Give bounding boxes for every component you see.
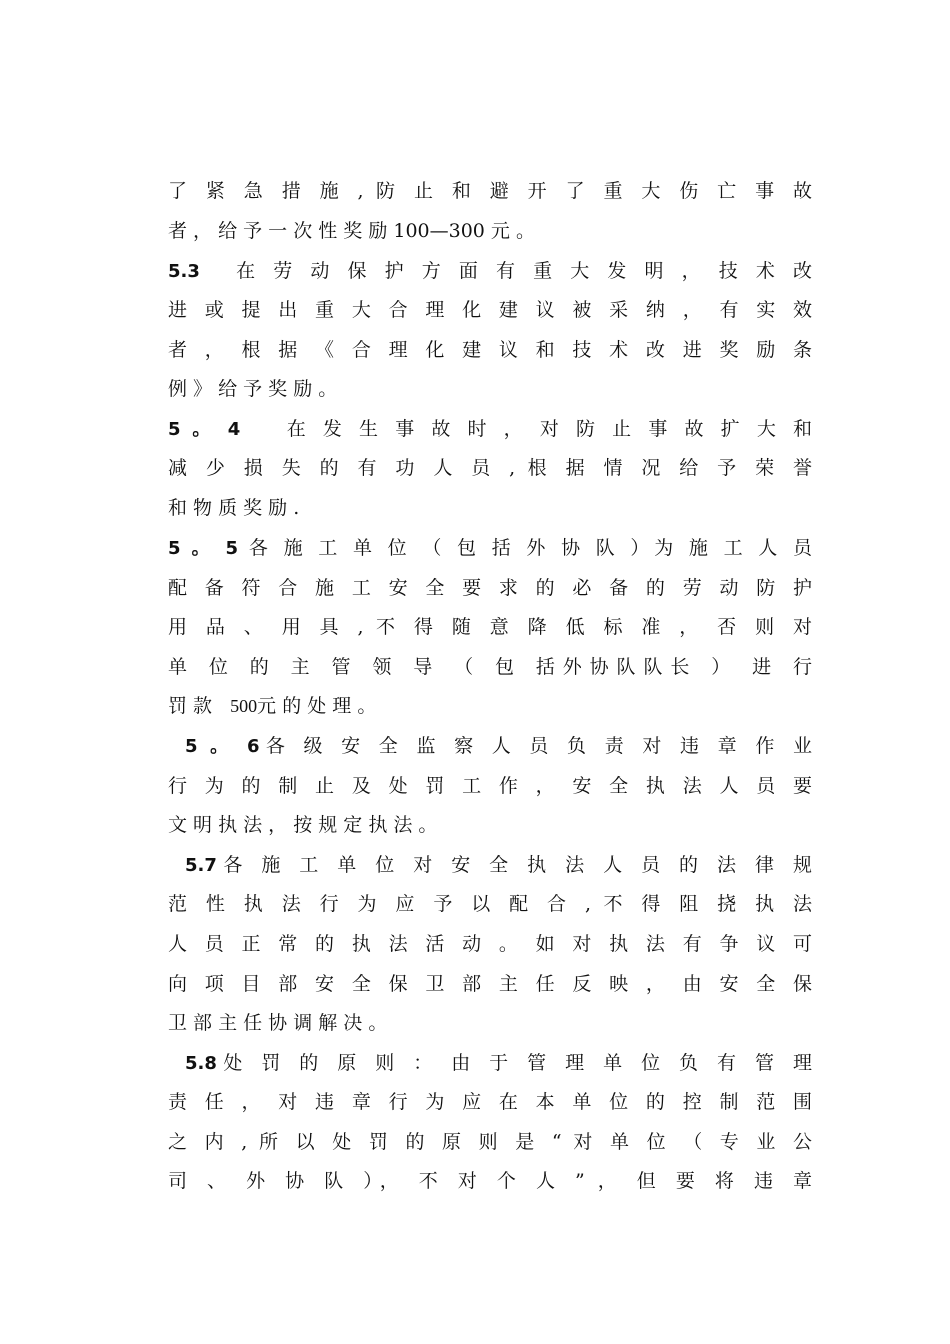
text-line [168, 691, 812, 721]
text-line: 减 少 损 失 的 有 功 人 员 , 根 据 情 况 给 予 荣 誉 [168, 457, 812, 479]
paragraph-5-8-line [185, 1048, 812, 1078]
text-line: 责 任 ， 对 违 章 行 为 应 在 本 单 位 的 控 制 范 围 [168, 1091, 812, 1113]
text-span: 在 发 生 事 故 时 ， 对 防 止 事 故 扩 大 和 [286, 418, 812, 440]
text-line: 单 位 的 主 管 领 导 （ 包 括外协队队长 ） 进 行 [168, 656, 812, 678]
text-line: 司 、 外 协 队 ）， 不 对 个 人 ” ， 但 要 将 违 章 [168, 1170, 812, 1192]
text-line: 文 明 执 法 ， 按 规 定 执 法 。 [168, 814, 438, 836]
section-number: 5 。 5 [168, 538, 239, 559]
text-line: 和 物 质 奖 励 . [168, 497, 300, 519]
text-line: 配 备 符 合 施 工 安 全 要 求 的 必 备 的 劳 动 防 护 [168, 577, 812, 599]
text-line: 向 项 目 部 安 全 保 卫 部 主 任 反 映 ， 由 安 全 保 [168, 973, 812, 995]
text-span: 罚 款 [168, 695, 213, 717]
text-line: 者 ， 根 据 《 合 理 化 建 议 和 技 术 改 进 奖 励 条 [168, 339, 812, 361]
section-number: 5.7 [185, 855, 217, 876]
text-span: 各 施 工 单 位 （ 包 括 外 协 队 ）为 施 工 人 员 [248, 537, 812, 559]
text-span: 处 罚 的 原 则 ： 由 于 管 理 单 位 负 有 管 理 [216, 1052, 812, 1074]
text-line: 了 紧 急 措 施 , 防 止 和 避 开 了 重 大 伤 亡 事 故 [168, 180, 812, 202]
section-number: 5.3 [168, 261, 200, 282]
text-line: 进 或 提 出 重 大 合 理 化 建 议 被 采 纳 ， 有 实 效 [168, 299, 812, 321]
text-line: 人 员 正 常 的 执 法 活 动 。 如 对 执 法 有 争 议 可 [168, 933, 812, 955]
section-number: 5 。 6 [185, 736, 260, 757]
paragraph-5-7-line [185, 850, 812, 880]
text-line: 例 》 给 予 奖 励 。 [168, 378, 338, 400]
text-span: 各 级 安 全 监 察 人 员 负 责 对 违 章 作 业 [259, 735, 812, 757]
text-line: 之 内 , 所 以 处 罚 的 原 则 是 “ 对 单 位 （ 专 业 公 [168, 1131, 812, 1153]
paragraph-5-3-line [168, 256, 812, 286]
text-line: 用 品 、 用 具 , 不 得 随 意 降 低 标 准 ， 否 则 对 [168, 616, 812, 638]
text-span: 元 的 处 理 。 [257, 695, 377, 717]
section-number: 5 。 4 [168, 419, 241, 440]
paragraph-5-5-line [168, 533, 812, 563]
text-line: 者 ， 给 予 一 次 性 奖 励 100—300 元 。 [168, 220, 535, 242]
paragraph-5-4-line [168, 414, 812, 444]
section-number: 5.8 [185, 1053, 217, 1074]
paragraph-5-6-line [185, 731, 812, 761]
text-span: 各 施 工 单 位 对 安 全 执 法 人 员 的 法 律 规 [216, 854, 812, 876]
text-line: 卫 部 主 任 协 调 解 决 。 [168, 1012, 388, 1034]
text-line: 行 为 的 制 止 及 处 罚 工 作 ， 安 全 执 法 人 员 要 [168, 775, 812, 797]
text-span: 在 劳 动 保 护 方 面 有 重 大 发 明 ， 技 术 改 [236, 260, 812, 282]
text-line: 范 性 执 法 行 为 应 予 以 配 合 , 不 得 阻 挠 执 法 [168, 893, 812, 915]
amount-value: 500 [230, 696, 258, 716]
